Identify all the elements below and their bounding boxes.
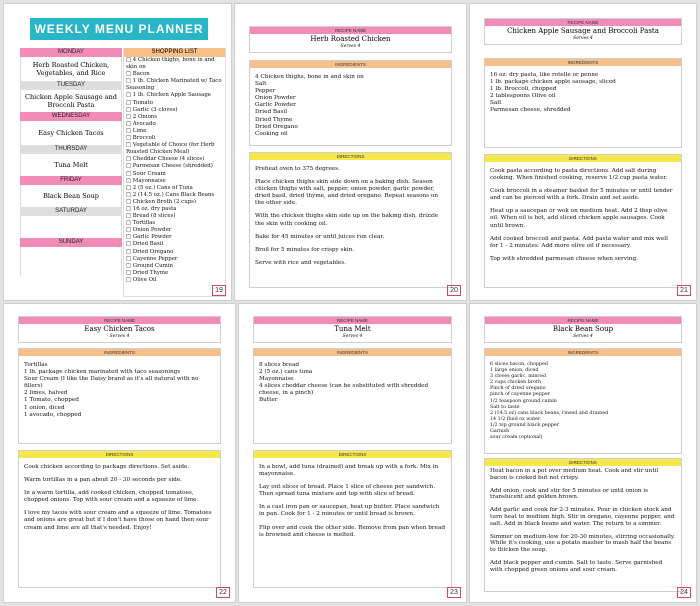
recipe-serves: Serves 4	[340, 44, 361, 49]
recipe-serves: Serves 4	[109, 334, 130, 339]
shopping-items	[124, 57, 225, 284]
recipe-title: Easy Chicken Tacos	[84, 325, 155, 333]
ingredient-item: 3 cloves garlic, minced	[490, 374, 547, 380]
direction-step: Cook pasta according to pasta directions. Add salt during cooking. When finished cooking, reserve 1/2 cup pasta water.	[490, 168, 668, 182]
ingredients-box	[253, 348, 452, 444]
shopping-item: □ Dried Basil	[126, 241, 164, 248]
recipe-header	[249, 26, 452, 53]
shopping-item: □ Mayonnaise	[126, 177, 166, 184]
ingredient-item: 4 Chicken thighs, bone in and skin on	[255, 74, 364, 80]
ingredient-item: 8 slices bread	[259, 362, 300, 368]
ingredient-item: pinch of cayenne pepper	[490, 392, 551, 398]
shopping-item: □ 16 oz. dry pasta	[126, 205, 177, 212]
page-number: 23	[447, 587, 461, 598]
shopping-item: □ Bacon	[126, 71, 150, 78]
directions-box	[18, 450, 221, 588]
day-meal-monday: Herb Roasted Chicken, Vegetables, and Rice	[20, 57, 122, 81]
ingredient-item: Pepper	[255, 88, 276, 95]
day-meal-wednesday: Easy Chicken Tacos	[20, 121, 122, 145]
day-meal-sunday	[20, 247, 122, 276]
ingredients-tag: INGREDIENTS	[19, 349, 220, 356]
day-meal-tuesday: Chicken Apple Sausage and Broccoli Pasta	[20, 90, 122, 112]
directions-box	[484, 154, 682, 288]
planner-banner: WEEKLY MENU PLANNER	[30, 18, 208, 40]
directions-text	[250, 160, 451, 267]
ingredient-item: Butter	[259, 397, 278, 404]
shopping-item: □ Parmesan Cheese (shredded)	[126, 163, 213, 170]
ingredient-item: 2 cups chicken broth	[490, 380, 542, 386]
ingredient-item: 1 onion, diced	[24, 404, 65, 411]
shopping-item: □ Broccoli	[126, 135, 156, 142]
ingredient-item: 1 lb. package chicken apple sausage, sliced	[490, 79, 616, 86]
shopping-item: □ Bread (8 slices)	[126, 213, 176, 220]
ingredient-item: Dried Basil	[255, 109, 288, 116]
ingredient-item: 1 avocado, chopped	[24, 411, 82, 418]
ingredient-item: Onion Powder	[255, 95, 296, 102]
direction-step: Heat bacon in a pot over medium heat. Cook and stir until bacon is cooked but not crispy.	[490, 468, 659, 481]
direction-step: Add cooked broccoli and pasta. Add pasta water and mix well for 1 - 2 minutes. Add more olive oil if necessary.	[490, 235, 668, 249]
directions-box	[253, 450, 452, 588]
shopping-item: □ Onion Powder	[126, 227, 172, 234]
recipe-page-herb-roasted-chicken	[235, 4, 466, 300]
ingredient-item: Sour Cream (I like the Daisy brand as it's all natural with no fillers)	[24, 376, 199, 390]
ingredients-box	[249, 60, 452, 146]
direction-step: Lay out slices of bread. Place 1 slice of cheese per sandwich. Then spread tuna mixture and top with slice of bread.	[259, 484, 436, 498]
direction-step: Cook broccoli in a steamer basket for 5 minutes or until tender and can be pierced with a fork. Drain and set aside.	[490, 188, 673, 202]
shopping-item: □ Tomato	[126, 99, 153, 106]
ingredient-item: 2 (14.5 oz) cans black beans, rinsed and drained	[490, 410, 609, 416]
direction-step: Simmer on medium-low for 20-30 minutes, stirring occasionally. While it's cooking, use a potato masher to mash half the beans to thicken the soup.	[490, 533, 676, 554]
directions-tag: DIRECTIONS	[485, 155, 681, 162]
recipe-name-tag: RECIPE NAME	[19, 317, 220, 324]
recipe-name-tag: RECIPE NAME	[254, 317, 451, 324]
shopping-item: □ Sour Cream	[126, 170, 166, 177]
ingredient-item: Pinch of dried oregano	[490, 386, 546, 392]
shopping-item: □ Dried Oregano	[126, 248, 174, 255]
directions-box	[484, 458, 682, 592]
shopping-item: □ Avocado	[126, 120, 156, 127]
shopping-item: □ Olive Oil	[126, 276, 157, 283]
recipe-header	[253, 316, 452, 343]
ingredients-list	[485, 66, 681, 115]
day-label-tuesday: TUESDAY	[20, 81, 122, 90]
day-meal-saturday	[20, 216, 122, 238]
shopping-item: □ 4 Chicken thighs, bone in and skin on	[126, 57, 215, 71]
direction-step: Heat up a saucepan or wok on medium heat. Add 2 tbsp olive oil. When oil is hot, add sliced chicken apple sausages. Cook until brown.	[490, 208, 668, 229]
ingredient-item: Dried Thyme	[255, 116, 293, 123]
shopping-item: □ Tortillas	[126, 220, 156, 227]
ingredient-item: 2 (5 oz.) cans tuna	[259, 369, 313, 376]
ingredients-box	[484, 58, 682, 148]
direction-step: Serve with rice and vegetables.	[255, 259, 347, 266]
ingredients-tag: INGREDIENTS	[485, 349, 681, 356]
page-number: 20	[447, 285, 461, 296]
ingredient-item: 1 large onion, diced	[490, 368, 539, 374]
shopping-list	[123, 48, 226, 297]
ingredients-box	[18, 348, 221, 444]
directions-tag: DIRECTIONS	[19, 451, 220, 458]
page-number: 19	[212, 285, 226, 296]
ingredients-tag: INGREDIENTS	[254, 349, 451, 356]
ingredient-item: Salt	[490, 100, 502, 107]
direction-step: Add black pepper and cumin. Salt to taste. Serve garnished with chopped green onions and sour cream.	[490, 559, 663, 573]
ingredient-item: sour cream (optional)	[490, 435, 543, 441]
planner-page	[4, 4, 231, 300]
shopping-item: □ Ground Cumin	[126, 262, 173, 269]
shopping-item: □ Garlic (3 cloves)	[126, 106, 178, 113]
shopping-item: □ Cayenne Pepper	[126, 255, 178, 262]
direction-step: Top with shredded parmesan cheese when serving.	[490, 255, 638, 262]
recipe-header	[18, 316, 221, 343]
shopping-item: □ Vegetable of Choice (for Herb Roasted Chicken Meal)	[126, 142, 215, 156]
ingredient-item: Garlic Powder	[255, 102, 296, 109]
recipe-name-tag: RECIPE NAME	[485, 19, 681, 26]
day-label-saturday: SATURDAY	[20, 207, 122, 216]
day-meal-thursday: Tuna Melt	[20, 154, 122, 176]
direction-step: Bake for 45 minutes or until juices run clear.	[255, 233, 385, 240]
ingredient-item: Dried Oregano	[255, 123, 298, 130]
direction-step: Add onion, cook and stir for 5 minutes or until onion is translucent and golden brown.	[490, 487, 649, 501]
ingredient-item: 2 limes, halved	[24, 390, 68, 397]
directions-tag: DIRECTIONS	[254, 451, 451, 458]
ingredients-list	[254, 356, 451, 405]
ingredient-item: 6 slices bacon, chopped	[490, 362, 548, 367]
day-label-thursday: THURSDAY	[20, 145, 122, 154]
direction-step: With the chicken thighs skin side up on the baking dish, drizzle the skin with cooking oil.	[255, 213, 439, 227]
ingredient-item: 1 Tomato, chopped	[24, 397, 79, 404]
ingredient-item: 14 1/2 fluid oz water	[490, 416, 541, 422]
ingredient-item: Salt	[255, 81, 267, 88]
shopping-list-header: SHOPPING LIST	[124, 48, 225, 57]
shopping-item: □ 2 (5 oz.) Cans of Tuna	[126, 184, 193, 191]
shopping-item: □ 2 (14.5 oz.) Cans Black Beans	[126, 191, 215, 198]
direction-step: Place chicken thighs skin side down on a baking dish. Season chicken thighs with salt, pepper, onion powder, garlic powder, dried basil, dried thyme, and dried oregano. Repeat seasons on the other side.	[255, 179, 438, 207]
direction-step: In a cast iron pan or saucepan, heat up butter. Place sandwich in pan. Cook for 1 - 2 minutes or until bread is brown.	[259, 504, 440, 518]
ingredient-item: Mayonnaise	[259, 376, 294, 383]
recipe-page-chicken-apple-sausage	[470, 4, 696, 300]
direction-step: Flip over and cook the other side. Remove from pan when bread is browned and cheese is melted.	[259, 524, 446, 538]
ingredient-item: 4 slices cheddar cheese (can be substituted with shredded cheese, in a pinch)	[259, 383, 429, 397]
ingredient-item: Parmesan cheese, shredded	[490, 107, 571, 114]
ingredients-tag: INGREDIENTS	[485, 59, 681, 66]
shopping-item: □ 1 lb. Chicken Apple Sausage	[126, 92, 211, 99]
direction-step: In a bowl, add tuna (drained) and break up with a fork. Mix in mayonnaise.	[259, 464, 439, 478]
recipe-page-black-bean-soup	[470, 304, 696, 602]
ingredient-item: 1 lb. package chicken marinated with taco seasonings	[24, 369, 181, 376]
ingredient-item: Salt to taste	[490, 404, 520, 410]
days-column	[20, 48, 122, 276]
ingredient-item: 16 oz. dry pasta, like rotelle or penne	[490, 72, 599, 78]
direction-step: Cook chicken according to package directions. Set aside.	[24, 464, 190, 470]
direction-step: Broil for 5 minutes for crispy skin.	[255, 246, 355, 253]
ingredients-list	[485, 356, 681, 441]
direction-step: Warm tortillas in a pan about 20 - 30 seconds per side.	[24, 477, 182, 484]
shopping-item: □ Lime	[126, 127, 147, 134]
day-label-sunday: SUNDAY	[20, 238, 122, 247]
direction-step: I love my tacos with sour cream and a squeeze of lime. Tomatoes and onions are great but if I don't have those on hand then sour cream and lime are all that's needed. Enjoy!	[24, 510, 212, 531]
recipe-page-easy-chicken-tacos	[4, 304, 235, 602]
ingredient-item: Tortillas	[24, 362, 48, 368]
ingredients-tag: INGREDIENTS	[250, 61, 451, 68]
shopping-item: □ Dried Thyme	[126, 269, 169, 276]
directions-tag: DIRECTIONS	[250, 153, 451, 160]
day-label-friday: FRIDAY	[20, 176, 122, 185]
shopping-item: □ 2 Onions	[126, 113, 158, 120]
direction-step: Add garlic and cook for 2-3 minutes. Pour in chicken stock and turn heat to medium high. Stir in oregano, cayenne pepper, and salt. Add in black beans and water. The return to a simmer.	[490, 507, 675, 527]
directions-text	[485, 162, 681, 263]
shopping-item: □ Cheddar Cheese (4 slices)	[126, 156, 205, 163]
recipe-title: Tuna Melt	[334, 325, 371, 333]
directions-text	[485, 466, 681, 574]
ingredient-item: 1/2 teaspoon ground cumin	[490, 398, 557, 404]
direction-step: Preheat oven to 375 degrees.	[255, 166, 340, 172]
recipe-page-tuna-melt	[239, 304, 466, 602]
recipe-title: Chicken Apple Sausage and Broccoli Pasta	[507, 27, 659, 35]
ingredients-list	[19, 356, 220, 419]
page-number: 24	[677, 587, 691, 598]
directions-tag: DIRECTIONS	[485, 459, 681, 466]
directions-text	[19, 458, 220, 532]
day-label-wednesday: WEDNESDAY	[20, 112, 122, 121]
page-number: 22	[216, 587, 230, 598]
directions-text	[254, 458, 451, 539]
ingredients-box	[484, 348, 682, 454]
recipe-title: Black Bean Soup	[552, 325, 614, 333]
direction-step: In a warm tortilla, add cooked chicken, chopped tomatoes, chopped onions. Top with sour cream and a squeeze of lime.	[24, 490, 199, 504]
shopping-item: □ 1 lb. Chicken Marinated w/ Taco Seasoning	[126, 78, 222, 92]
recipe-serves: Serves 4	[573, 36, 593, 41]
shopping-item: □ Chicken Broth (2 cups)	[126, 198, 196, 205]
recipe-header	[484, 316, 682, 343]
recipe-header	[484, 18, 682, 45]
ingredient-item: 1 lb. Broccoli, chopped	[490, 86, 557, 93]
recipe-name-tag: RECIPE NAME	[250, 27, 451, 34]
page-number: 21	[677, 285, 691, 296]
day-label-monday: MONDAY	[20, 48, 122, 57]
recipe-serves: Serves 4	[573, 334, 593, 339]
ingredient-item: 1/2 tsp ground black pepper	[490, 422, 560, 428]
ingredient-item: 2 tablespoons Olive oil	[490, 93, 556, 100]
recipe-title: Herb Roasted Chicken	[310, 35, 391, 43]
ingredient-item: Cooking oil	[255, 130, 288, 137]
day-meal-friday: Black Bean Soup	[20, 185, 122, 207]
ingredients-list	[250, 68, 451, 138]
ingredient-item: Garnish	[490, 429, 510, 435]
directions-box	[249, 152, 452, 288]
recipe-name-tag: RECIPE NAME	[485, 317, 681, 324]
recipe-serves: Serves 4	[342, 334, 363, 339]
shopping-item: □ Garlic Powder	[126, 234, 172, 241]
